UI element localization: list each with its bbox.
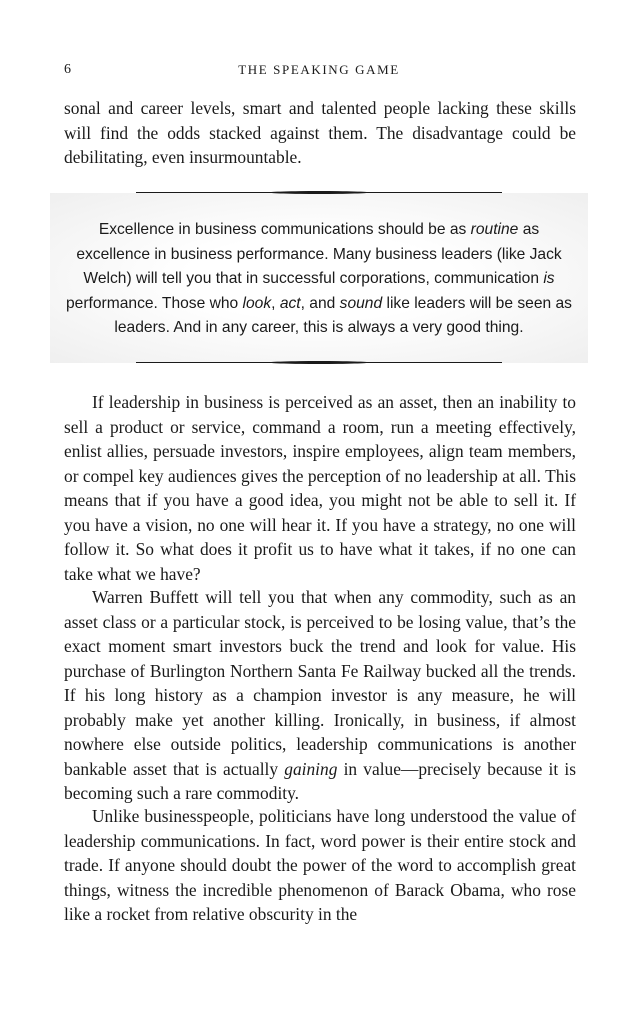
buffett-emphasis: gaining: [284, 758, 338, 779]
callout-emphasis: act: [279, 294, 301, 312]
callout-emphasis: look: [242, 294, 272, 312]
callout-text-part: performance. Those who: [66, 294, 243, 312]
callout-text-part: ,: [271, 294, 280, 312]
callout-text-part: as excellence in business performance. Many business leaders (like Jack Welch) will tell you that in successful corporations, communication: [76, 221, 562, 287]
callout-emphasis: is: [543, 270, 555, 287]
buffett-paragraph: [64, 585, 576, 806]
callout-text-part: like leaders will be seen as leaders. And in any career, this is always a very good thing.: [114, 294, 572, 336]
buffett-text-end: in value—precisely because it is becoming such a rare commodity.: [64, 758, 576, 803]
callout-emphasis: sound: [339, 294, 383, 312]
buffett-text: Warren Buffett will tell you that when any commodity, such as an asset class or a particular stock, is perceived to be losing value, that’s the exact moment smart investors buck the trend and look for value. His purchase of Burlington Northern Santa Fe Railway bucked all the trends. If his long history as a champion investor is any measure, he will probably make yet another killing. Ironically, in business, if almost nowhere else outside politics, leadership communications is another bankable asset that is actually: [64, 587, 576, 779]
callout-text-part: Excellence in business communications should be as: [98, 221, 471, 238]
running-head: THE SPEAKING GAME: [238, 62, 400, 77]
leadership-paragraph: If leadership in business is perceived as an asset, then an inability to sell a product or service, command a room, run a meeting effectively, enlist allies, persuade investors, inspire employees, align team members, or compel key audiences gives the perception of no leadership at all. This means that if you have a good idea, you might not be able to sell it. If you have a vision, no one will hear it. If you have a strategy, no one will follow it. So what does it profit us to have what it takes, if no one can take what we have?: [64, 392, 576, 584]
callout-box: [50, 193, 588, 363]
page-number: 6: [64, 62, 72, 77]
callout-bottom-rule: [136, 362, 502, 363]
politicians-paragraph: Unlike businesspeople, politicians have long understood the value of leadership communications. In fact, word power is their entire stock and trade. If anyone should doubt the power of the word to accomplish great things, witness the incredible phenomenon of Barack Obama, who rose like a rocket from relative obscurity in the: [64, 806, 576, 924]
callout-text-part: , and: [300, 294, 340, 312]
callout-emphasis: routine: [470, 221, 519, 238]
callout-top-rule: [136, 192, 502, 193]
callout-text: [64, 218, 574, 341]
intro-paragraph: sonal and career levels, smart and talented people lacking these skills will find the odds stacked against them. The disadvantage could be debilitating, even insurmountable.: [64, 98, 576, 167]
